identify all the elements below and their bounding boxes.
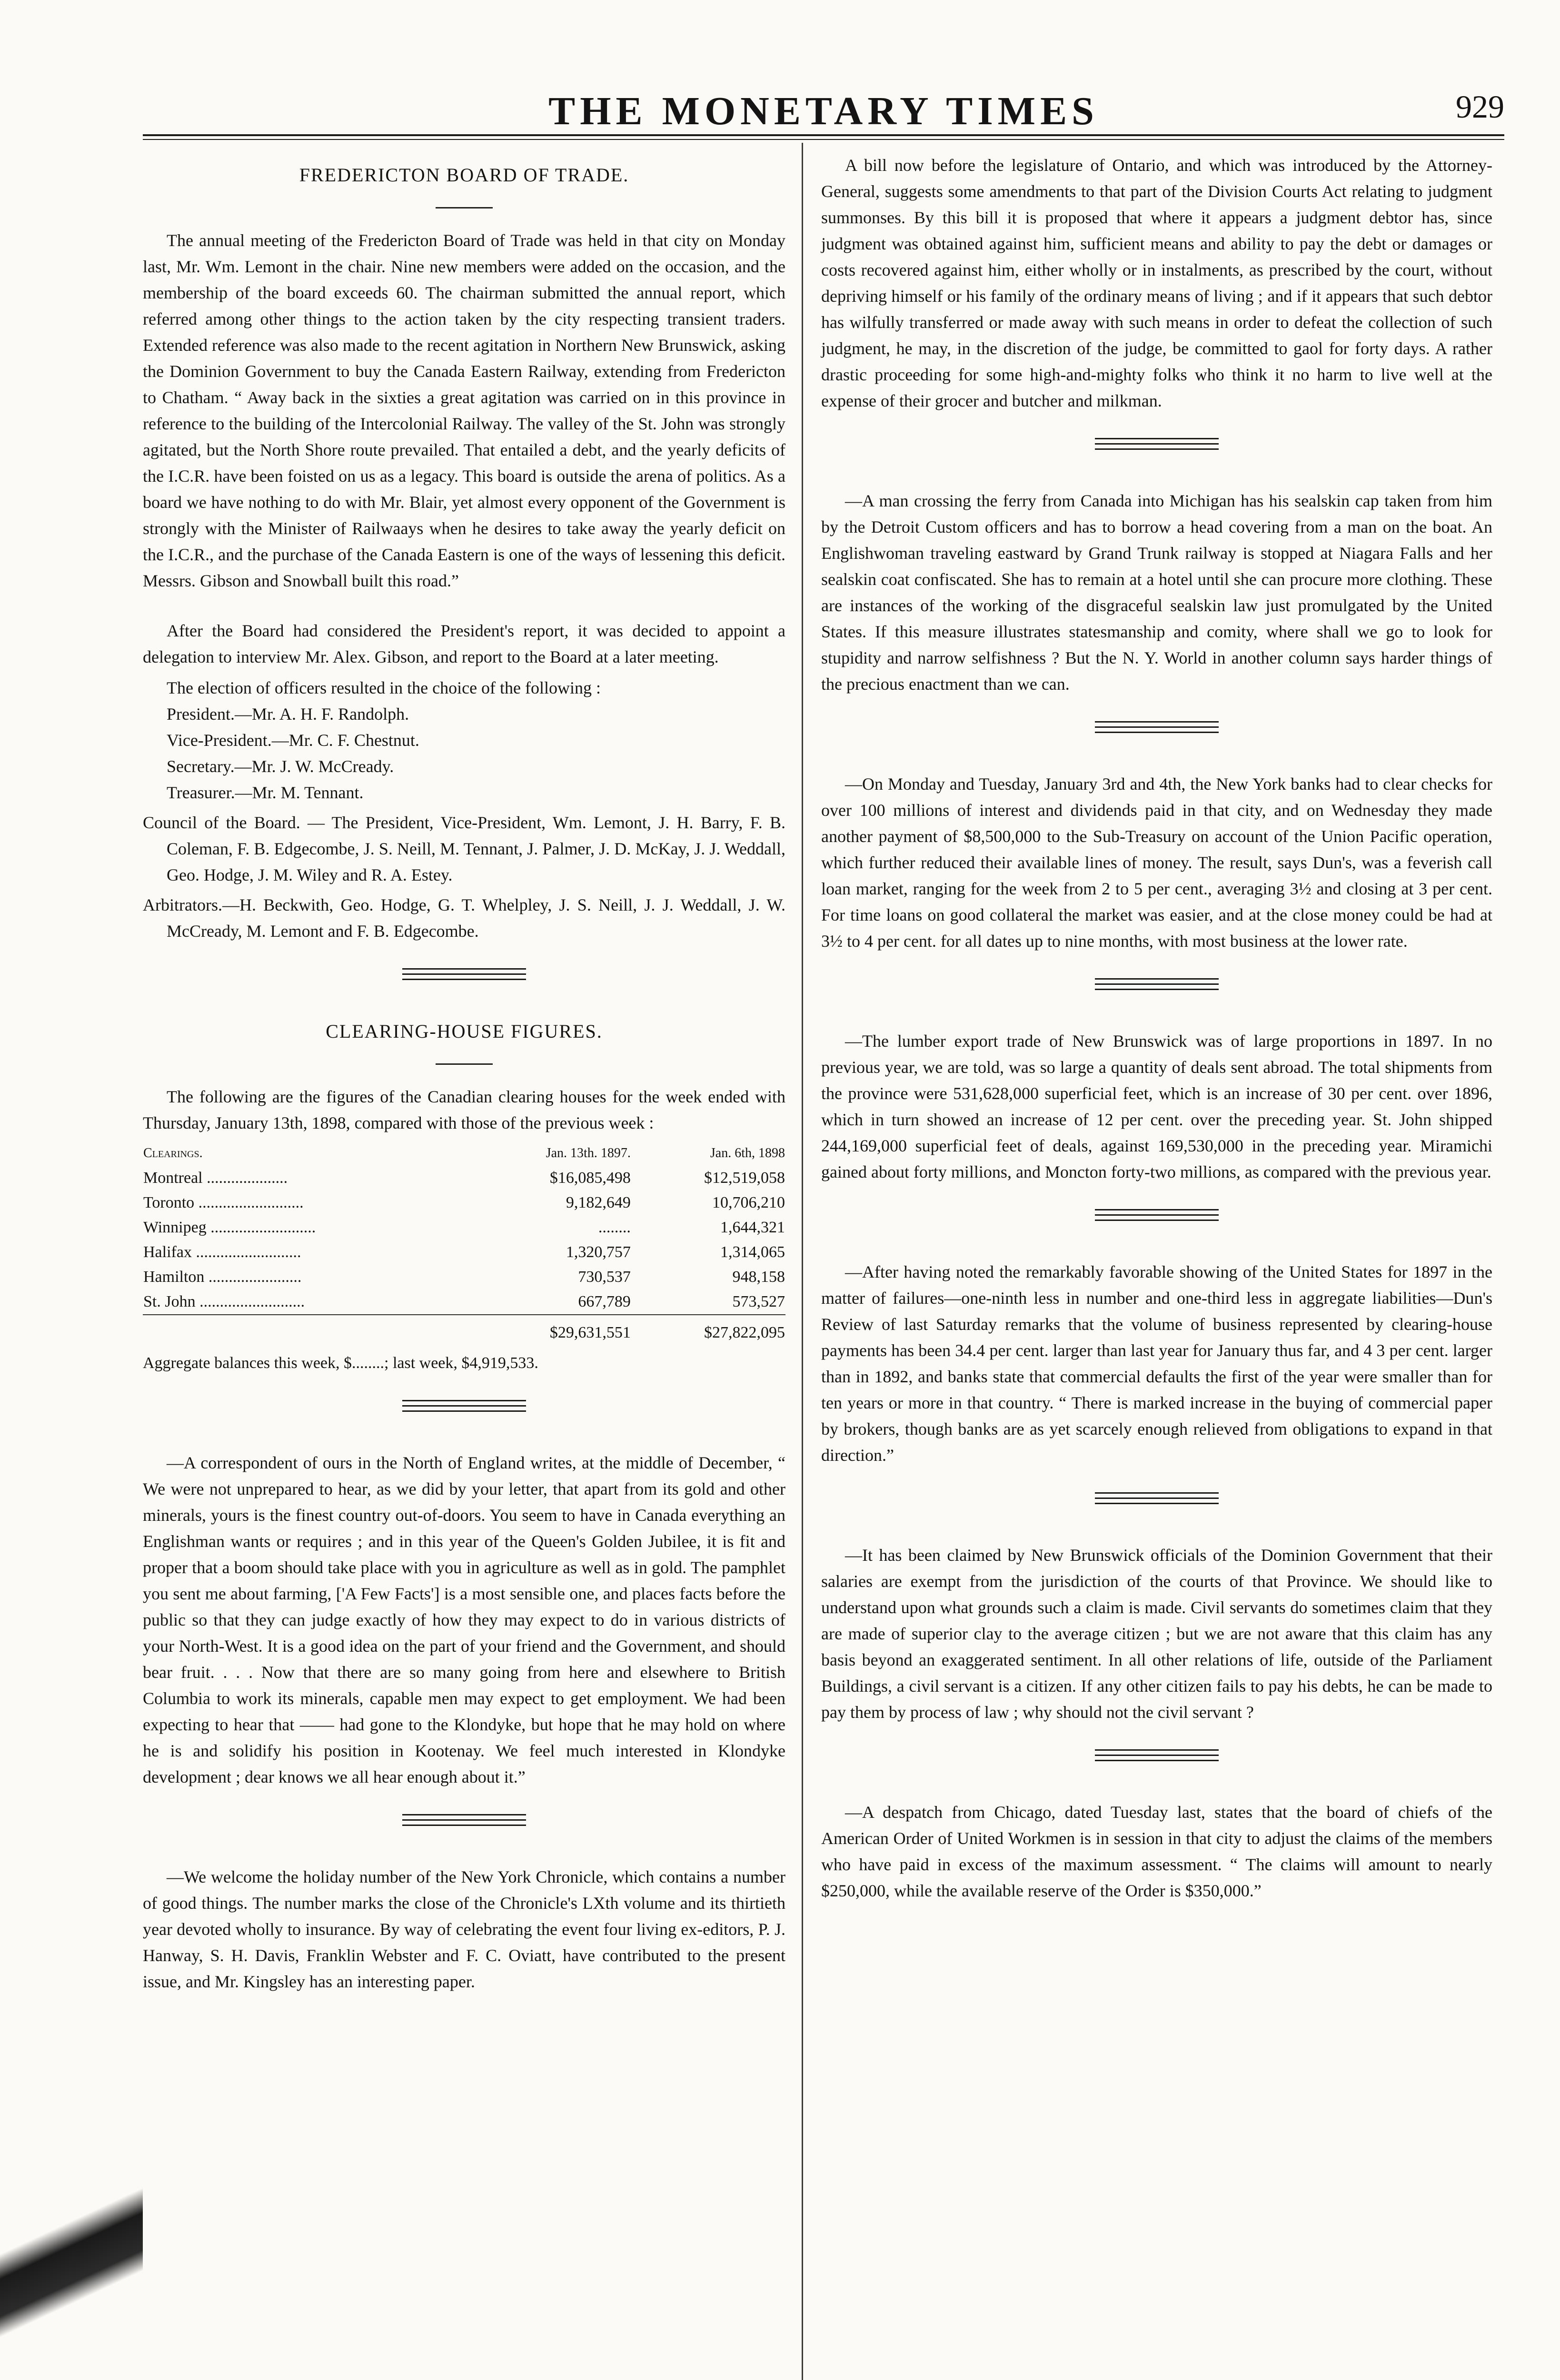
aggregate-balances: Aggregate balances this week, $........; last week, $4,919,533. [143, 1354, 538, 1372]
column-header-jan13: Jan. 13th. 1897. [546, 1146, 631, 1160]
table-row [143, 1215, 785, 1240]
city-cell: Halifax .......................... [143, 1243, 301, 1261]
table-row [143, 1240, 785, 1265]
ontario-bill-paragraph: A bill now before the legislature of Ontario, and which was introduced by the Attorney-General, suggests some amendments to that part of the Division Courts Act relating to judgment summonses. By this bill it is proposed that where it appears a judgment debtor has, since judgment was obtained against him, sufficient means and ability to pay the debt or damages or costs recovered against him, either wholly or in instalments, as prescribed by the court, without depriving himself or his family of the ordinary means of living ; and if it appears that such debtor has wilfully transferred or made away with such means in order to defeat the collection of such judgment, he may, in the discretion of the judge, be committed to gaol for forty days. A rather drastic proceeding for some high-and-mighty folks who think it no harm to live well at the expense of their grocer and butcher and milkman. [821, 156, 1492, 410]
value-cell: $16,085,498 [549, 1169, 631, 1187]
value-cell: 1,644,321 [720, 1219, 785, 1236]
value-cell: 948,158 [732, 1268, 785, 1286]
page-binding-shadow [0, 2047, 143, 2380]
header-rule-thin [143, 139, 1504, 140]
officer-president: President.—Mr. A. H. F. Randolph. [167, 704, 409, 724]
value-cell: 573,527 [732, 1293, 785, 1310]
city-cell: Toronto .......................... [143, 1194, 304, 1211]
newspaper-title: THE MONETARY TIMES [548, 89, 1099, 133]
total-row [143, 1315, 785, 1345]
arbitrators: Arbitrators.—H. Beckwith, Geo. Hodge, G. T. Whelpley, J. S. Neill, J. J. Weddall, J. W. McCready, M. Lemont and F. B. Edgecombe. [143, 895, 785, 941]
section-separator [1095, 721, 1219, 733]
left-column [143, 152, 785, 2019]
clearing-heading: CLEARING-HOUSE FIGURES. [326, 1021, 603, 1042]
value-cell: $12,519,058 [704, 1169, 785, 1187]
column-divider [802, 143, 803, 2380]
page-number: 929 [1456, 89, 1504, 125]
header-rule [143, 134, 1504, 136]
correspondent-paragraph: —A correspondent of ours in the North of England writes, at the middle of December, “ We were not unprepared to hear, as we did by your letter, that apart from its gold and other minerals, yours is the finest country out-of-doors. You seem to have in Canada everything an Englishman wants or requires ; and in this year of the Queen's Golden Jubilee, it is fit and proper that a boom should take place with you in agriculture as well as in gold. The pamphlet you sent me about farming, ['A Few Facts'] is a most sensible one, and places facts before the public so that they can judge exactly of how they may expect to do in various districts of your North-West. It is a good idea on the part of your friend and the Government, and should bear fruit. . . . Now that there are so many going from here and elsewhere to British Columbia to work its minerals, capable men may expect to get employment. We had been expecting to hear that —— had gone to the Klondyke, but hope that he may hold on where he is and solidify his position in Kootenay. We feel much interested in Klondyke development ; dear knows we all hear enough about it.” [143, 1453, 785, 1786]
table-header-row [143, 1141, 785, 1166]
chronicle-paragraph: —We welcome the holiday number of the New York Chronicle, which contains a number of good things. The number marks the close of the Chronicle's LXth volume and its thirtieth year devoted wholly to insurance. By way of celebrating the event four living ex-editors, P. J. Hanway, S. H. Davis, Franklin Webster and F. C. Oviatt, have contributed to the present issue, and Mr. Kingsley has an interesting paper. [143, 1867, 785, 1991]
section-separator [1095, 438, 1219, 450]
section-separator [402, 1400, 526, 1412]
city-cell: St. John .......................... [143, 1293, 305, 1310]
fredericton-paragraph-2: After the Board had considered the President's report, it was decided to appoint a delegation to interview Mr. Alex. Gibson, and report to the Board at a later meeting. [143, 621, 785, 666]
city-cell: Winnipeg .......................... [143, 1219, 316, 1236]
election-intro: The election of officers resulted in the choice of the following : [167, 678, 601, 697]
value-cell: 1,314,065 [720, 1243, 785, 1261]
total-jan13: $29,631,551 [469, 1315, 631, 1345]
section-separator [1095, 1209, 1219, 1221]
officer-vice-president: Vice-President.—Mr. C. F. Chestnut. [167, 731, 419, 750]
lumber-export-paragraph: —The lumber export trade of New Brunswick was of large proportions in 1897. In no previous year, we are told, was so large a quantity of deals sent abroad. The total shipments from the province were 531,628,000 superficial feet, which is an increase of 30 per cent. over 1896, which in turn showed an increase of 12 per cent. over the preceding year. St. John shipped 244,169,000 superficial feet of deals, against 169,530,000 in the preceding year. Miramichi gained about forty millions, and Moncton forty-two millions, as compared with the previous year. [821, 1031, 1492, 1181]
value-cell: 1,320,757 [566, 1243, 631, 1261]
value-cell: ........ [598, 1219, 631, 1236]
total-jan6: $27,822,095 [631, 1315, 785, 1345]
value-cell: 667,789 [578, 1293, 631, 1310]
officers-list [143, 675, 785, 944]
clearing-intro: The following are the figures of the Canadian clearing houses for the week ended with Thursday, January 13th, 1898, compared with those of the previous week : [143, 1087, 785, 1132]
section-separator [1095, 1492, 1219, 1504]
city-cell: Montreal .................... [143, 1169, 288, 1187]
value-cell: 9,182,649 [566, 1194, 631, 1211]
heading-dash [436, 207, 493, 208]
heading-dash [436, 1063, 493, 1065]
value-cell: 10,706,210 [712, 1194, 785, 1211]
table-row [143, 1166, 785, 1190]
city-cell: Hamilton ....................... [143, 1268, 302, 1286]
officer-secretary: Secretary.—Mr. J. W. McCready. [167, 757, 394, 776]
council-of-board: Council of the Board. — The President, Vice-President, Wm. Lemont, J. H. Barry, F. B. Coleman, F. B. Edgecombe, J. S. Neill, M. Tennant, J. Palmer, J. D. McKay, J. J. Weddall, Geo. Hodge, J. M. Wiley and R. A. Estey. [143, 813, 785, 884]
civil-servants-paragraph: —It has been claimed by New Brunswick officials of the Dominion Government that their salaries are exempt from the jurisdiction of the courts of that Province. We should like to understand upon what grounds such a claim is made. Civil servants do sometimes claim that they are made of superior clay to the average citizen ; but we are not aware that this claim has any basis beyond an exaggerated sentiment. In all other relations of life, outside of the Parliament Buildings, a civil servant is a citizen. If any other citizen fails to pay his debts, he can be made to pay them by process of law ; why should not the civil servant ? [821, 1546, 1492, 1722]
right-column [821, 152, 1492, 1928]
sealskin-ferry-paragraph: —A man crossing the ferry from Canada into Michigan has his sealskin cap taken from him by the Detroit Custom officers and has to borrow a head covering from a man on the boat. An Englishwoman traveling eastward by Grand Trunk railway is stopped at Niagara Falls and her sealskin coat confiscated. She has to remain at a hotel until she can procure more clothing. These are instances of the working of the disgraceful sealskin law just promulgated by the United States. If this measure illustrates statesmanship and comity, where shall we go to look for stupidity and narrow selfishness ? But the N. Y. World in another column says harder things of the precious enactment than we can. [821, 491, 1492, 694]
section-separator [402, 1814, 526, 1826]
column-header-clearings: Clearings. [143, 1146, 203, 1160]
section-separator [1095, 978, 1219, 990]
masthead [143, 88, 1504, 136]
section-separator [1095, 1749, 1219, 1761]
chicago-despatch-paragraph: —A despatch from Chicago, dated Tuesday last, states that the board of chiefs of the American Order of United Workmen is in session in that city to adjust the claims of the members who have paid in excess of the maximum assessment. “ The claims will amount to nearly $250,000, while the available reserve of the Order is $350,000.” [821, 1803, 1492, 1900]
fredericton-heading: FREDERICTON BOARD OF TRADE. [299, 164, 629, 186]
table-row [143, 1289, 785, 1315]
value-cell: 730,537 [578, 1268, 631, 1286]
table-row [143, 1265, 785, 1289]
column-header-jan6: Jan. 6th, 1898 [710, 1146, 785, 1160]
clearing-table [143, 1141, 785, 1345]
failures-paragraph: —After having noted the remarkably favorable showing of the United States for 1897 in the matter of failures—one-ninth less in number and one-third less in aggregate liabilities—Dun's Review of last Saturday remarks that the volume of business represented by clearing-house payments has been 34.4 per cent. larger than last year for January thus far, and 4 3 per cent. larger than in 1892, and banks state that commercial defaults the first of the year were smaller than for ten years or more in that country. “ There is marked increase in the buying of commercial paper by brokers, though banks are as yet scarcely enough relieved from obligations to expand in that direction.” [821, 1262, 1492, 1465]
fredericton-paragraph-1: The annual meeting of the Fredericton Board of Trade was held in that city on Monday last, Mr. Wm. Lemont in the chair. Nine new members were added on the occasion, and the membership of the board exceeds 60. The chairman submitted the annual report, which referred among other things to the action taken by the city respecting transient traders. Extended reference was also made to the recent agitation in Northern New Brunswick, asking the Dominion Government to buy the Canada Eastern Railway, extending from Fredericton to Chatham. “ Away back in the sixties a great agitation was carried on in this province in reference to the building of the Intercolonial Railway. The valley of the St. John was strongly agitated, but the North Shore route prevailed. That entailed a debt, and the yearly deficits of the I.C.R. have been foisted on us as a legacy. This board is outside the arena of politics. As a board we have nothing to do with Mr. Blair, yet almost every opponent of the Government is strongly with the Minister of Railwaays when he desires to take away the yearly deficit on the I.C.R., and the purchase of the Canada Eastern is one of the ways of lessening this deficit. Messrs. Gibson and Snowball built this road.” [143, 231, 785, 590]
new-york-banks-paragraph: —On Monday and Tuesday, January 3rd and 4th, the New York banks had to clear checks for over 100 millions of interest and dividends paid in that city, and on Wednesday they made another payment of $8,500,000 to the Sub-Treasury on account of the Union Pacific operation, which further reduced their available lines of money. The result, says Dun's, was a feverish call loan market, ranging for the week from 2 to 5 per cent., averaging 3½ and closing at 3 per cent. For time loans on good collateral the market was easier, and at the close money could be had at 3½ to 4 per cent. for all dates up to nine months, with most business at the lower rate. [821, 774, 1492, 951]
officer-treasurer: Treasurer.—Mr. M. Tennant. [167, 783, 364, 802]
section-separator [402, 968, 526, 980]
table-row [143, 1190, 785, 1215]
